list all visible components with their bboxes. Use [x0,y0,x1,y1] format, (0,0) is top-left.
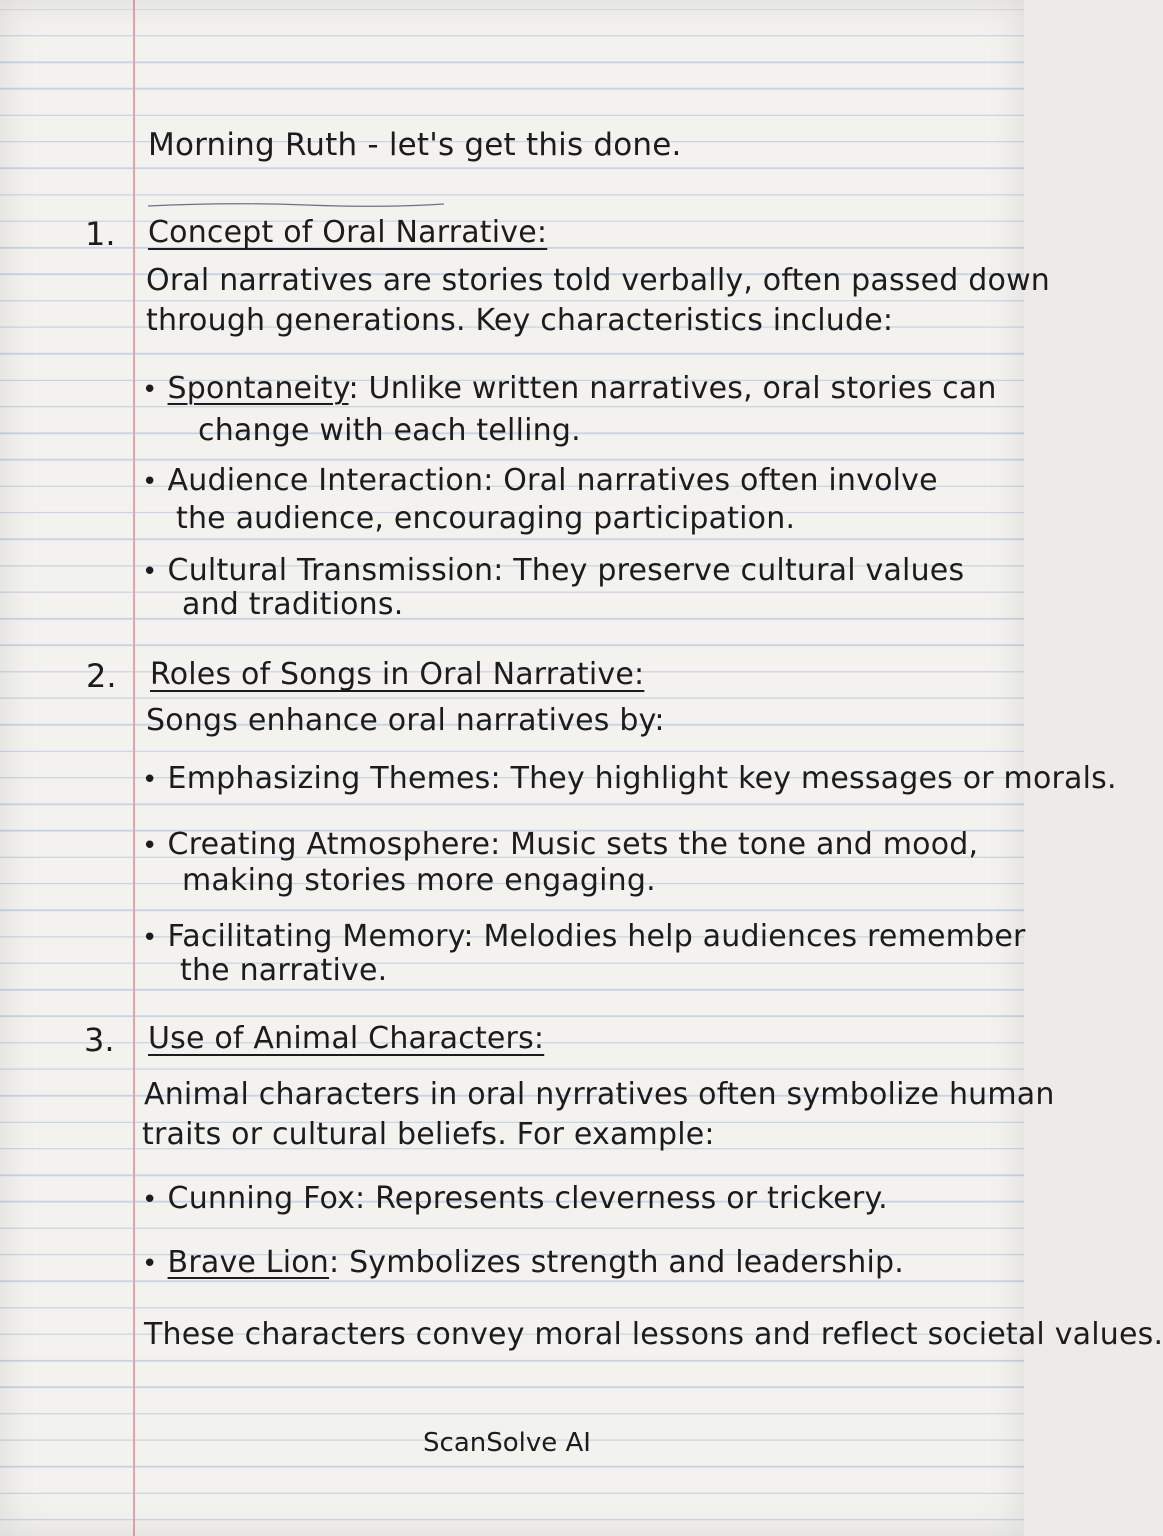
list-item-continuation: change with each telling. [198,413,581,448]
list-item-continuation: the narrative. [180,953,388,988]
bullet-icon: • [142,557,158,587]
section-2-number: 2. [86,657,117,695]
list-item: • Audience Interaction: Oral narratives often involve [142,463,938,498]
list-item: • Creating Atmosphere: Music sets the tone and mood, [142,827,979,862]
footer-brand: ScanSolve AI [423,1428,591,1458]
margin-line [133,0,135,1536]
greeting-underline [146,200,446,210]
bullet-icon: • [142,765,158,795]
section-1-intro-line-2: through generations. Key characteristics include: [146,303,894,338]
section-1-number: 1. [85,215,116,253]
description: Represents cleverness or trickery. [365,1181,888,1216]
closing-text: These characters convey moral lessons and reflect societal values. [144,1317,1163,1352]
term: Audience Interaction [167,463,484,498]
section-2-heading: Roles of Songs in Oral Narrative: [150,657,645,692]
section-3-heading: Use of Animal Characters: [148,1021,545,1056]
section-2-intro-line-1: Songs enhance oral narratives by: [146,703,665,738]
description: They highlight key messages or morals. [500,761,1117,796]
list-item: • Emphasizing Themes: They highlight key messages or morals. [142,761,1117,796]
term: Facilitating Memory [167,919,464,954]
description: They preserve cultural values [503,553,965,588]
bullet-icon: • [142,467,158,497]
description: Oral narratives often involve [493,463,938,498]
term: Creating Atmosphere [167,827,491,862]
list-item: • Spontaneity: Unlike written narratives, oral stories can [142,371,997,406]
term: Cultural Transmission [167,553,494,588]
section-3-intro-line-1: Animal characters in oral nyrratives often symbolize human [144,1077,1055,1112]
list-item: • Facilitating Memory: Melodies help audiences remember [142,919,1026,954]
list-item-continuation: making stories more engaging. [182,863,656,898]
term: Cunning Fox [167,1181,356,1216]
term: Emphasizing Themes [167,761,491,796]
term: Spontaneity [167,371,349,406]
section-1-intro-line-1: Oral narratives are stories told verbally, often passed down [146,263,1051,298]
description: Melodies help audiences remember [473,919,1026,954]
term: Brave Lion [167,1245,330,1280]
bullet-icon: • [142,831,158,861]
section-1-heading: Concept of Oral Narrative: [148,215,548,250]
list-item-continuation: and traditions. [182,587,404,622]
description: Unlike written narratives, oral stories can [358,371,997,406]
bullet-icon: • [142,923,158,953]
list-item: • Cunning Fox: Represents cleverness or trickery. [142,1181,888,1216]
description: Symbolizes strength and leadership. [339,1245,904,1280]
bullet-icon: • [142,1185,158,1215]
greeting-text: Morning Ruth - let's get this done. [148,127,682,163]
list-item: • Cultural Transmission: They preserve cultural values [142,553,965,588]
bullet-icon: • [142,375,158,405]
section-3-number: 3. [84,1021,115,1059]
list-item: • Brave Lion: Symbolizes strength and leadership. [142,1245,904,1280]
description: Music sets the tone and mood, [500,827,979,862]
section-3-intro-line-2: traits or cultural beliefs. For example: [142,1117,715,1152]
bullet-icon: • [142,1249,158,1279]
list-item-continuation: the audience, encouraging participation. [176,501,796,536]
